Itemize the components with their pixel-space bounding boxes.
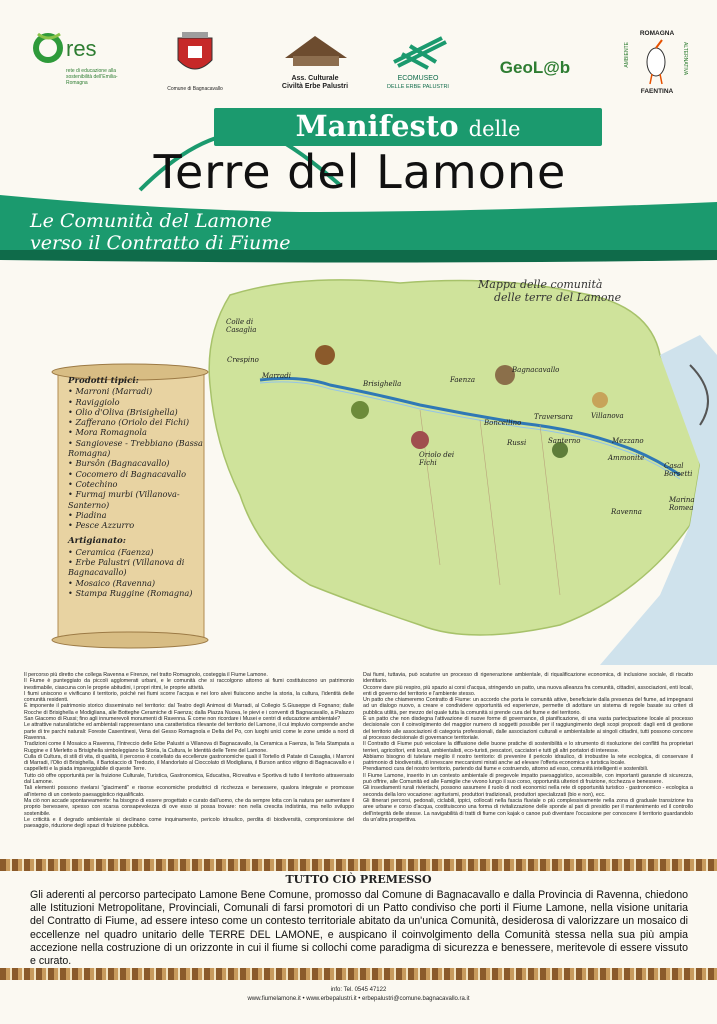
place-casal-borsetti: Casal Borsetti	[664, 462, 693, 478]
body-paragraph: Le criticità e il degrado ambientale si declinano come inquinamento, pericolo idraulico, perdita di biodiversità, compromissione del paesaggio, riduzione degli spazi di fruizione pubblica.	[24, 816, 354, 830]
ambiente-bottom: FAENTINA	[640, 88, 674, 95]
product-item: • Cocomero di Bagnacavallo	[68, 468, 187, 479]
decorative-band-bottom	[0, 968, 717, 980]
product-item: • Olio d'Oliva (Brisighella)	[68, 406, 178, 417]
geolab-name: GeoL@b	[499, 58, 571, 77]
body-paragraph: Tradizioni come il Mosaico a Ravenna, l'Intreccio delle Erbe Palustri a Villanova di Bagnacavallo, la Ceramica a Faenza, la Tela Stampata a Ruggine e il Merletto a Brisighella simboleggiano la Storia, la Cultura, le Identità delle Terre del Lamone.	[24, 741, 354, 754]
place-russi: Russi	[507, 439, 527, 447]
place-crespino: Crespino	[227, 356, 259, 364]
place-mezzano: Mezzano	[612, 437, 644, 445]
comune-logo	[160, 30, 230, 93]
map-title-line-1: Mappa delle comunità	[478, 278, 603, 291]
body-paragraph: Il percorso più diretto che collega Ravenna e Firenze, nel tratto Romagnolo, costeggia il Fiume Lamone.	[24, 672, 268, 678]
place-colle: Colle di Casaglia	[226, 318, 257, 334]
manifesto-word: Manifesto	[295, 109, 459, 143]
product-item: • Piadina	[68, 509, 107, 520]
place-bagnacavallo: Bagnacavallo	[512, 366, 560, 374]
coat-of-arms-icon	[170, 30, 220, 80]
craft-item: • Mosaico (Ravenna)	[68, 577, 156, 588]
product-item: • Zafferano (Oriolo dei Fichi)	[68, 417, 190, 428]
place-santerno: Santerno	[548, 437, 581, 445]
stork-icon	[636, 38, 676, 86]
body-paragraph: Prendiamoci cura del nostro territorio, partendo dal fiume e costruendo, attorno ad esso, comunità intelligenti e sostenibili.	[363, 766, 649, 773]
body-paragraph: Tutto ciò offre opportunità per la fruizione Culturale, Turistica, Gastronomica, Educativa, Ricreativa e Sportiva di tutto il territorio attraversato dal Lamone.	[24, 772, 354, 786]
manifesto-heading	[214, 108, 602, 146]
subtitle-line-1: Le Comunità del Lamone	[30, 210, 272, 232]
page-title: Terre del Lamone	[153, 145, 567, 199]
place-villanova: Villanova	[591, 412, 624, 420]
place-ravenna: Ravenna	[611, 508, 642, 516]
comune-caption: Comune di Bagnacavallo	[167, 86, 223, 92]
body-paragraph: Gli insediamenti rurali rivierischi, possono assumere il ruolo di nodi economici nella rete di opportunità turistico - gastronomico - ecologica a seconda della loro vocazione: agriturismi, produttori tradizionali, produttori specializzati (bio e non), ecc.	[363, 785, 693, 798]
body-paragraph: Le attrattive naturalistiche ed ambientali rappresentano una caratteristica rilevante del territorio del Lamone, il cui impluvio comprende anche parte di tre parchi naturali: Foreste Casentinesi, Vena del Gesso Romagnola e Delta del Po, con luoghi unici come le zone umide a nord di Ravenna.	[24, 722, 354, 741]
body-paragraph: Abbiamo bisogno di tutelare meglio il nostro territorio: di prevenire il pericolo idraulico, di irrobustire la rete ecologica, di conservare il patrimonio di biodiversità, di innescare meccanismi mirati anche ad elevare l'offerta economica e turistica locale.	[363, 753, 693, 767]
product-item: • Furmaj murbi (Villanova-Santerno)	[68, 489, 180, 510]
map-title-line-2: delle terre del Lamone	[494, 291, 622, 304]
ecomuseo-logo	[378, 32, 458, 91]
place-marradi: Marradi	[262, 372, 291, 380]
body-paragraph: Gli itinerari percorsi, pedonali, ciclabili, ippici, collocati nella fascia fluviale o più complessivamente nella zona di graduale transizione tra aree urbane e corso d'acqua, costituiscono una forma di rivitalizzazione delle sponde al pari di presidio per il mantenimento ed il controllo dell'integrità delle stesse. La navigabilità di tratti di fiume con kajak o canoe può diventare l'occasione per conoscere il territorio guardandolo da un'altra prospettiva.	[363, 797, 693, 823]
reeds-icon	[388, 32, 448, 70]
products-heading: Prodotti tipici:	[68, 376, 139, 386]
hut-icon	[275, 30, 355, 70]
ambiente-left: AMBIENTE	[624, 42, 630, 68]
product-item: • Sangiovese - Trebbiano (Bassa Romagna)	[68, 437, 203, 459]
assoc-logo	[260, 30, 370, 91]
craft-item: • Ceramica (Faenza)	[68, 546, 154, 557]
premesso-heading: TUTTO CIÒ PREMESSO	[285, 873, 432, 886]
body-paragraph: I fiumi uniscono e vivificano il territorio, poiché nei fiumi scorre l'acqua e nei loro alvei fluiscono anche la storia, la cultura, l'identità delle comunità residenti.	[24, 690, 354, 704]
place-faenza: Faenza	[450, 376, 476, 384]
place-boncellino: Boncellino	[484, 419, 522, 427]
craft-item: • Erbe Palustri (Villanova di Bagnacavallo)	[68, 557, 185, 578]
body-right-column	[363, 672, 693, 823]
ambiente-top: ROMAGNA	[639, 30, 675, 37]
products-scroll	[50, 362, 210, 650]
body-paragraph: Un patto che chiameremo Contratto di Fiume: un accordo che porta le comunità attive, beneficiarie dalla presenza del fiume, ad impegnarsi ad un dialogo nuovo, a creare e condividere opportunità ed esperienze, permette di adottare un sistema di regole basate su criteri di pubblica utilità, per mezzo del quale tutta la comunità si prende cura del fiume e del territorio.	[363, 697, 693, 716]
ores-name: res	[66, 36, 97, 61]
ores-icon	[30, 28, 130, 70]
crafts-heading: Artigianato:	[68, 536, 126, 547]
ores-logo	[30, 28, 130, 86]
map-title	[478, 278, 621, 304]
body-paragraph: Dai fiumi, tuttavia, può scaturire un processo di rigenerazione ambientale, di riqualificazione economica, di inclusione sociale, di riscatto identitario.	[363, 672, 693, 685]
body-paragraph: Occorre dare più respiro, più spazio ai corsi d'acqua, stringendo un patto, una nuova alleanza fra comunità, cittadini, associazioni, enti locali, enti di governo del territorio e l'ambiente stesso.	[363, 684, 693, 697]
body-paragraph: Il Contratto di Fiume può veicolare la diffusione delle buone pratiche di sostenibilità e lo strumento di risoluzione dei conflitti fra proprietari terrieri, agricoltori, enti locali, ambientalisti, eco-turisti, pescatori, cacciatori e tutti gli altri portatori di interesse.	[363, 741, 693, 754]
body-left-column	[24, 672, 354, 829]
body-paragraph: Tali elementi possono rivelarsi "giacimenti" e risorse economiche produttrici di ricchezza e benessere, qualora integrate e promosse all'interno di un contesto paesaggistico riqualificato.	[24, 785, 354, 798]
logo-bar	[0, 0, 717, 100]
body-paragraph: È un patto che non disdegna l'attivazione di nuove forme di governance, di pianificazione, di una vasta partecipazione locale al processo decisionale con il coinvolgimento del maggior numero di soggetti possibile per il raggiungimento degli scopi proposti: dagli enti di gestione del territorio alle associazioni di categoria professionali, dalle associazioni culturali e ambientaliste ai singoli cittadini, tutti possono concorre al processo decisionale di governance territoriale.	[363, 716, 693, 741]
product-item: • Bursôn (Bagnacavallo)	[68, 458, 170, 469]
body-paragraph: Ma ciò non accade spontaneamente: ha bisogno di essere progettato e curato dall'uomo, che da sempre lotta con la natura per aumentare il proprio benessere, spesso con scarsa consapevolezza di ove esso si possa trovare: non nella crescita indistinta, ma nello sviluppo sostenibile.	[24, 797, 354, 817]
footer-links[interactable]: www.fiumelamone.it • www.erbepalustri.it • erbepalustri@comune.bagnacavallo.ra.it	[247, 996, 470, 1002]
body-paragraph: Il Fiume è punteggiato da piccoli agglomerati urbani, e le comunità che si raccolgono attorno ai fiumi costituiscono un patrimonio inestimabile, ciascuna con le proprie abitudini, i propri ritmi, le proprie attività.	[24, 678, 354, 691]
ecomuseo-caption-1: ECOMUSEO	[397, 75, 439, 82]
body-paragraph: Culla di Cultura, di stili di vita, di qualità, il percorso è costellato da eccellenze gastronomiche quali il Tortello di Patate di Casaglia, i Marroni di Marradi, l'Olio di Brisighella, il Bartolaccio di Tredozio, il Mandorlato al Cioccolato di Modigliana, il Burson antico vitigno di Bagnacavallo e i cappelletti e la piada impareggiabile di queste Terre.	[24, 753, 354, 773]
products-list	[68, 376, 208, 598]
product-item: • Raviggiolo	[68, 396, 120, 407]
footer-info: info: Tel. 0545 47122	[330, 987, 387, 993]
subtitle-line-2: verso il Contratto di Fiume	[30, 232, 291, 254]
geolab-logo	[490, 58, 580, 78]
ambiente-right: ALTERNATIVA	[682, 42, 688, 76]
place-brisighella: Brisighella	[363, 380, 402, 388]
ores-caption: rete di educazione alla sostenibilità dell'Emilia-Romagna	[66, 68, 118, 86]
premesso-text: Gli aderenti al percorso partecipato Lamone Bene Comune, promosso dal Comune di Bagnacavallo e dalla Provincia di Ravenna, chiedono alle Istituzioni Metropolitane, Provinciali, Comunali di farsi promotori di un Patto condiviso che porti il Fiume Lamone, nella visione unitaria del Contratto di Fiume, ad essere inteso come un contesto territoriale abitato da un'unica Comunità, desiderosa di valorizzare un mosaico di eccellenze nel quadro unitario delle TERRE DEL LAMONE, e auspicano il coinvolgimento della Comunità stessa nella sua più ampia accezione nella costruzione di un orizzonte in cui il fiume si collochi come paradigma di sicurezza e benessere, meritevole di essere vissuto e curato.	[30, 889, 688, 968]
product-item: • Mora Romagnola	[68, 427, 147, 438]
ecomuseo-caption-2: DELLE ERBE PALUSTRI	[387, 84, 449, 90]
product-item: • Cotechino	[68, 478, 118, 489]
place-ammonite: Ammonite	[608, 454, 645, 462]
place-oriolo: Oriolo dei Fichi	[419, 451, 455, 467]
ambiente-logo	[622, 30, 692, 96]
place-traversara: Traversara	[534, 413, 573, 421]
body-paragraph: È imponente il patrimonio storico disseminato nel territorio: dal Teatro degli Animosi di Marradi, al Collegio S.Giuseppe di Fognano; dalle Rocche di Brisighella e Modigliana, alle Botteghe Ceramiche di Faenza; dalla Piazza Nuova, le pievi e i conventi di Bagnacavallo, a Palazzo San Giacomo di Russi; fino agli innumerevoli monumenti di Ravenna. È come non ricordare i Musei e centri di educazione ambientale?	[24, 703, 354, 723]
product-item: • Pesce Azzurro	[68, 520, 135, 531]
assoc-caption-2: Civiltà Erbe Palustri	[281, 83, 349, 90]
decorative-band-top	[0, 859, 717, 871]
footer	[0, 986, 717, 1004]
assoc-caption-1: Ass. Culturale	[291, 75, 339, 82]
craft-item: • Stampa Ruggine (Romagna)	[68, 587, 193, 598]
delle-word: delle	[468, 117, 521, 141]
body-paragraph: Il Fiume Lamone, inserito in un contesto ambientale di pregevole impatto paesaggistico, accessibile, con importanti garanzie di sicurezza, può offrire, alle Comunità ed alle Famiglie che vivono lungo il suo corso, opportunità ulteriori di fruizione, ricchezza e benessere.	[363, 772, 693, 786]
product-item: • Marroni (Marradi)	[68, 386, 153, 397]
place-marina-romea: Marina Romea	[669, 496, 695, 512]
subtitle	[30, 210, 291, 254]
